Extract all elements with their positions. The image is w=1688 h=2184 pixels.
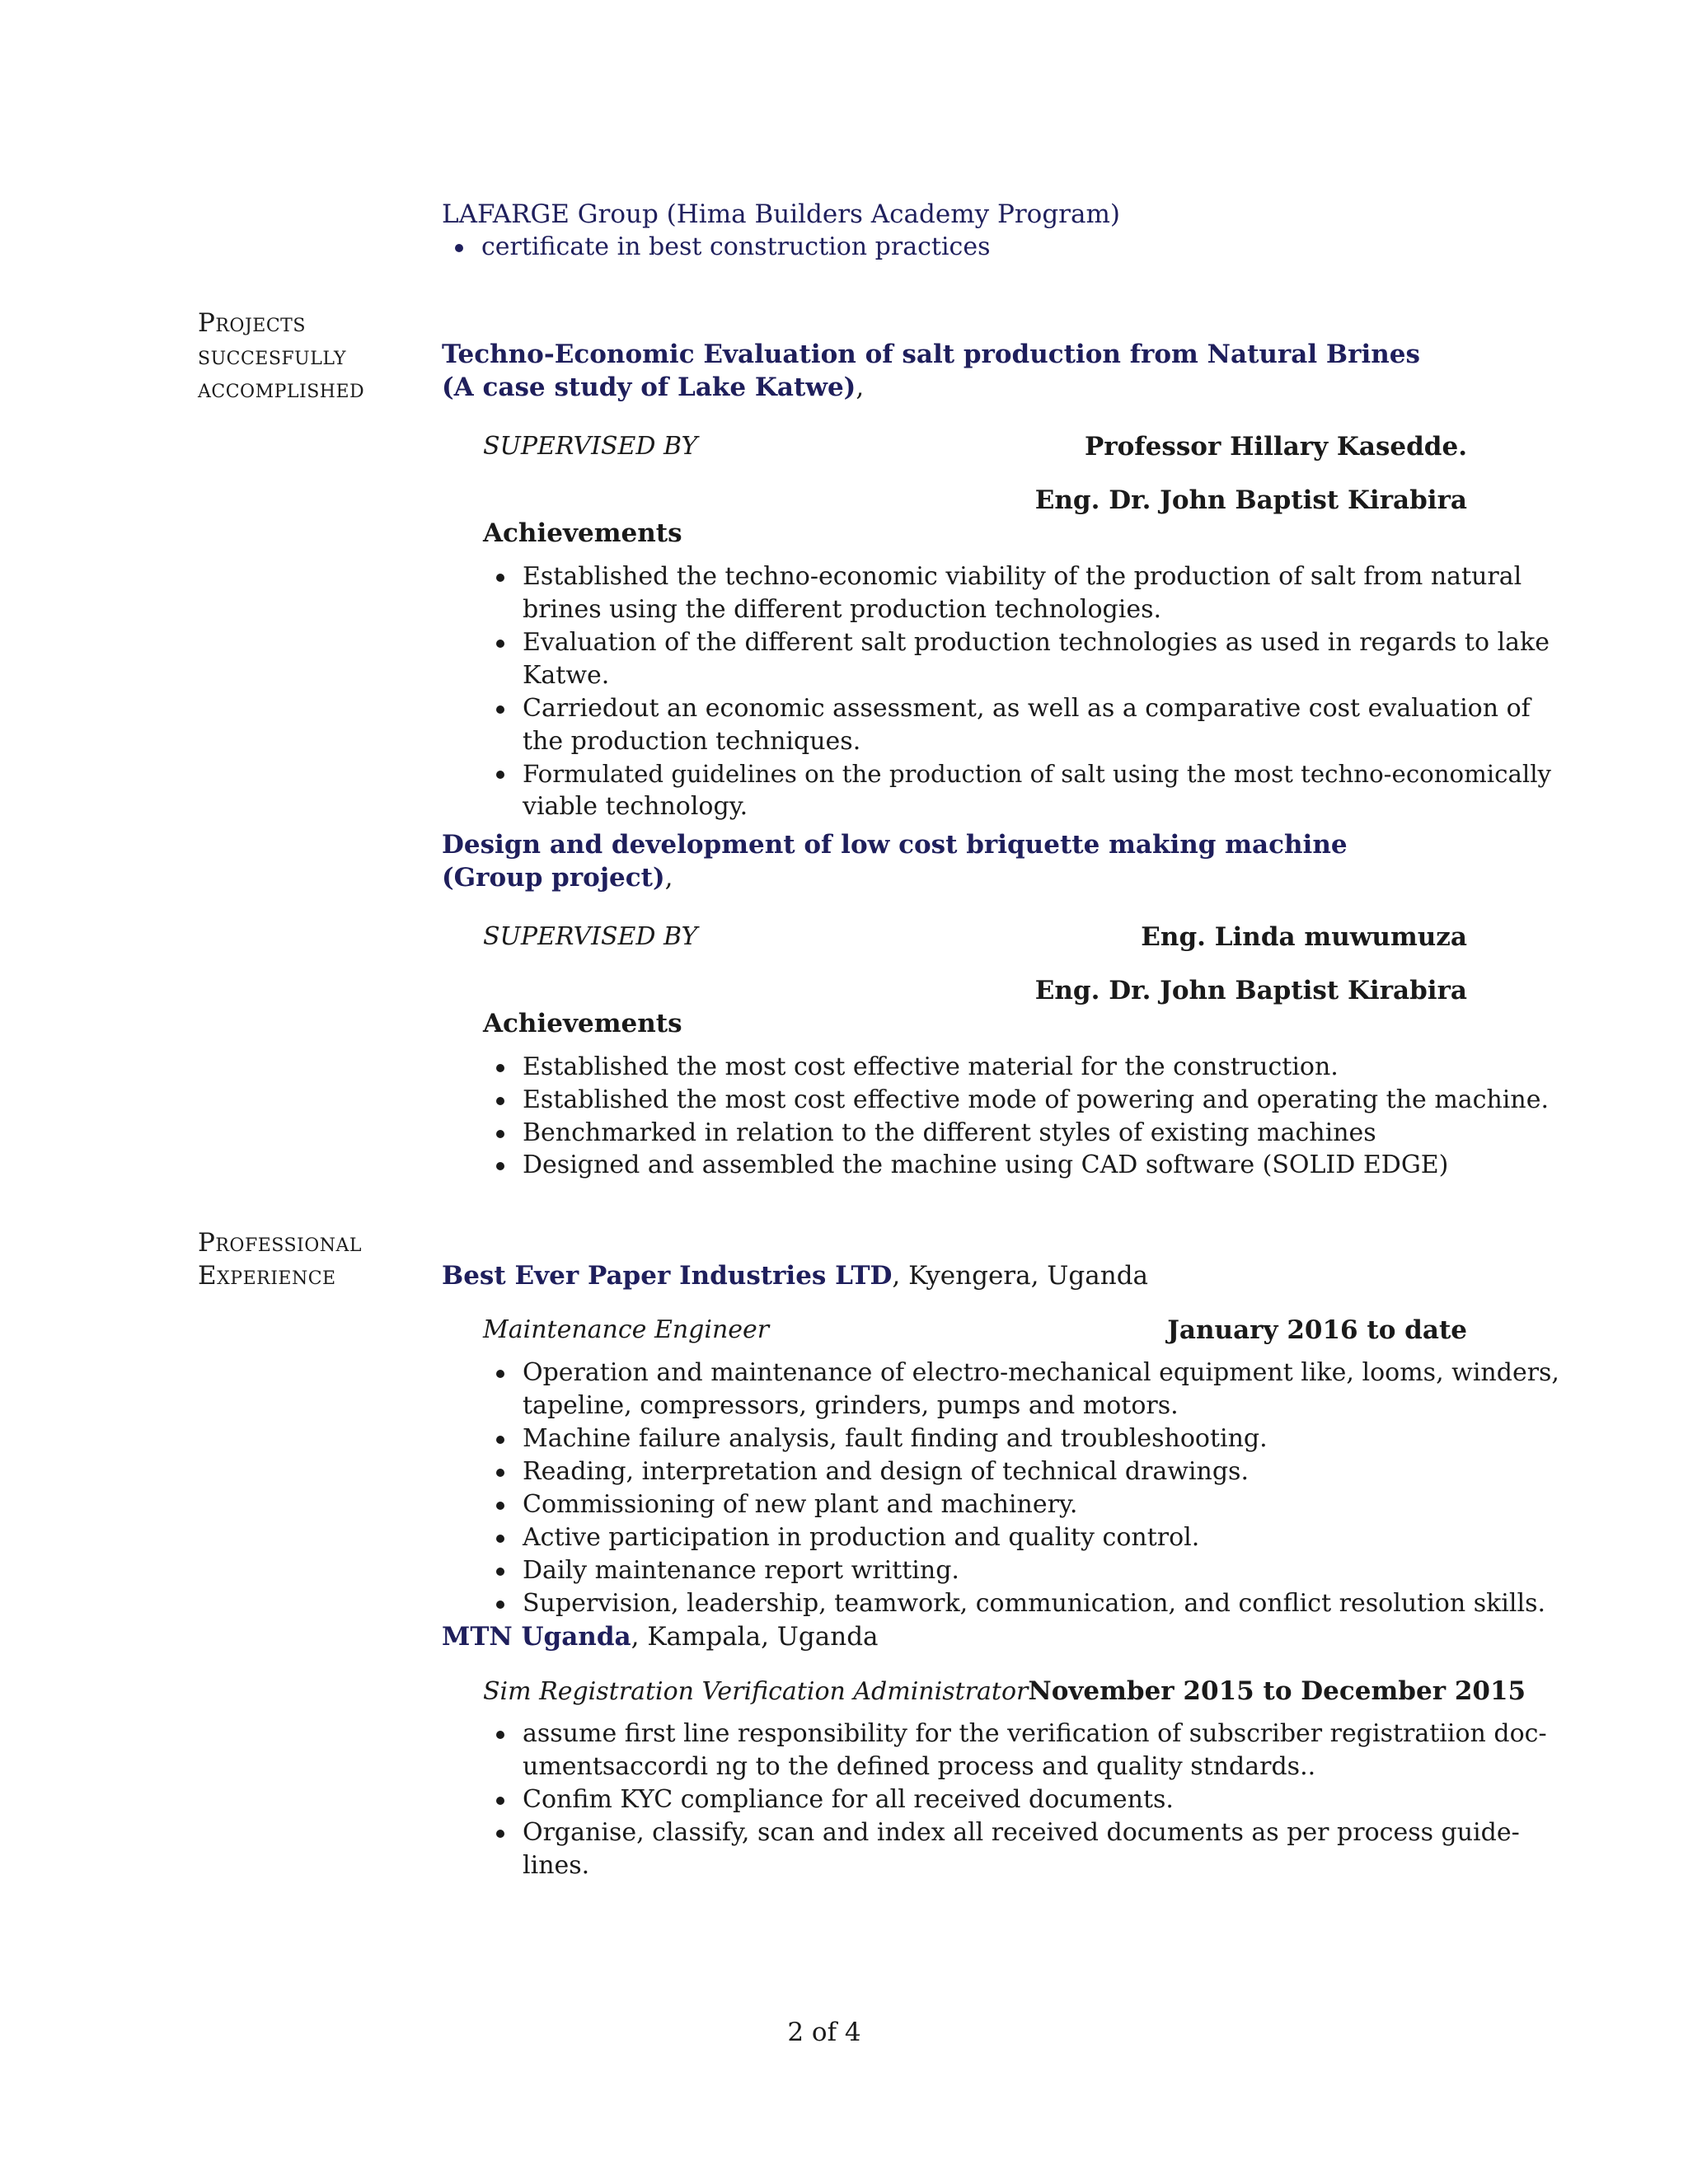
certificate-item: certificate in best construction practices	[481, 231, 991, 264]
job1-header	[442, 1259, 1148, 1292]
project1-achievements-label: Achievements	[483, 518, 682, 548]
job2-role: Sim Registration Verification Administrator	[483, 1677, 1029, 1706]
job1-bullet-1-line1: Operation and maintenance of electro-mechanical equipment like, looms, winders,	[523, 1357, 1559, 1390]
project1-title-line2-wrap	[442, 371, 864, 404]
project1-title-line2: (A case study of Lake Katwe)	[442, 373, 856, 402]
project1-bullet-2-line1: Evaluation of the different salt production technologies as used in regards to lake	[523, 626, 1550, 659]
project1-supervised-label: SUPERVISED BY	[483, 432, 698, 461]
job2-bullet-3-line1: Organise, classify, scan and index all received documents as per process guide-	[523, 1816, 1520, 1849]
project1-bullet-3-line2: the production techniques.	[523, 727, 861, 756]
job1-bullet-4: Commissioning of new plant and machinery.	[523, 1488, 1077, 1521]
project1-bullet-4-line2: viable technology.	[523, 792, 748, 821]
project2-supervisor1: Eng. Linda muwumuza	[1141, 922, 1467, 952]
project2-title-line1: Design and development of low cost briquette making machine	[442, 830, 1348, 860]
project2-bullet-4: Designed and assembled the machine using CAD software (SOLID EDGE)	[523, 1149, 1448, 1182]
job1-bullet-5: Active participation in production and quality control.	[523, 1521, 1199, 1554]
project2-bullet-2: Established the most cost effective mode of powering and operating the machine.	[523, 1084, 1549, 1117]
project2-title-suffix: ,	[664, 863, 673, 893]
experience-heading-line1: Professional	[198, 1228, 363, 1258]
job1-bullet-1-line2: tapeline, compressors, grinders, pumps and motors.	[523, 1391, 1179, 1420]
projects-heading-line2: succesfully	[198, 341, 347, 371]
job1-dates: January 2016 to date	[1167, 1315, 1467, 1345]
page-number: 2 of 4	[787, 2018, 861, 2047]
job2-header	[442, 1620, 879, 1653]
job2-bullet-1-line2: umentsaccordi ng to the defined process and quality stndards..	[523, 1752, 1316, 1781]
project2-achievements-label: Achievements	[483, 1009, 682, 1038]
project1-supervisor1: Professor Hillary Kasedde.	[1084, 432, 1467, 462]
project1-title-suffix: ,	[856, 373, 865, 402]
job2-dates: November 2015 to December 2015	[1028, 1676, 1526, 1706]
certificate-org: LAFARGE Group (Hima Builders Academy Program)	[442, 199, 1120, 229]
project2-supervised-label: SUPERVISED BY	[483, 922, 698, 951]
job2-location: , Kampala, Uganda	[631, 1622, 879, 1652]
job1-location: , Kyengera, Uganda	[892, 1261, 1149, 1291]
project1-bullet-2-line2: Katwe.	[523, 661, 610, 690]
project2-bullet-3: Benchmarked in relation to the different styles of existing machines	[523, 1117, 1376, 1150]
project1-bullet-1-line1: Established the techno-economic viability of the production of salt from natural	[523, 560, 1522, 593]
projects-heading-line3: accomplished	[198, 374, 365, 404]
job2-bullet-3-line2: lines.	[523, 1851, 590, 1880]
project1-bullet-1-line2: brines using the different production technologies.	[523, 595, 1162, 624]
project1-bullet-4-line1: Formulated guidelines on the production of salt using the most techno-economically	[523, 757, 1551, 790]
job1-bullet-2: Machine failure analysis, fault finding and troubleshooting.	[523, 1422, 1268, 1455]
job1-bullet-3: Reading, interpretation and design of technical drawings.	[523, 1455, 1249, 1488]
job1-company: Best Ever Paper Industries LTD	[442, 1261, 893, 1291]
job1-role: Maintenance Engineer	[483, 1315, 770, 1344]
project2-title-line2-wrap	[442, 861, 673, 894]
job1-bullet-7: Supervision, leadership, teamwork, communication, and conflict resolution skills.	[523, 1587, 1545, 1620]
project1-supervisor2: Eng. Dr. John Baptist Kirabira	[1034, 485, 1467, 515]
project2-title-line2: (Group project)	[442, 863, 665, 893]
job1-bullet-6: Daily maintenance report writting.	[523, 1554, 959, 1587]
project1-title-line1: Techno-Economic Evaluation of salt production from Natural Brines	[442, 340, 1420, 369]
project1-bullet-3-line1: Carriedout an economic assessment, as well as a comparative cost evaluation of	[523, 692, 1531, 725]
job2-company: MTN Uganda	[442, 1622, 631, 1652]
job2-bullet-1-line1: assume first line responsibility for the verification of subscriber registratiion doc-	[523, 1718, 1547, 1750]
project2-bullet-1: Established the most cost effective material for the construction.	[523, 1051, 1339, 1084]
projects-heading-line1: Projects	[198, 308, 306, 338]
job2-bullet-2: Confim KYC compliance for all received documents.	[523, 1783, 1174, 1816]
job2-role-dates	[483, 1675, 1526, 1708]
experience-heading-line2: Experience	[198, 1261, 336, 1291]
project2-supervisor2: Eng. Dr. John Baptist Kirabira	[1034, 976, 1467, 1005]
